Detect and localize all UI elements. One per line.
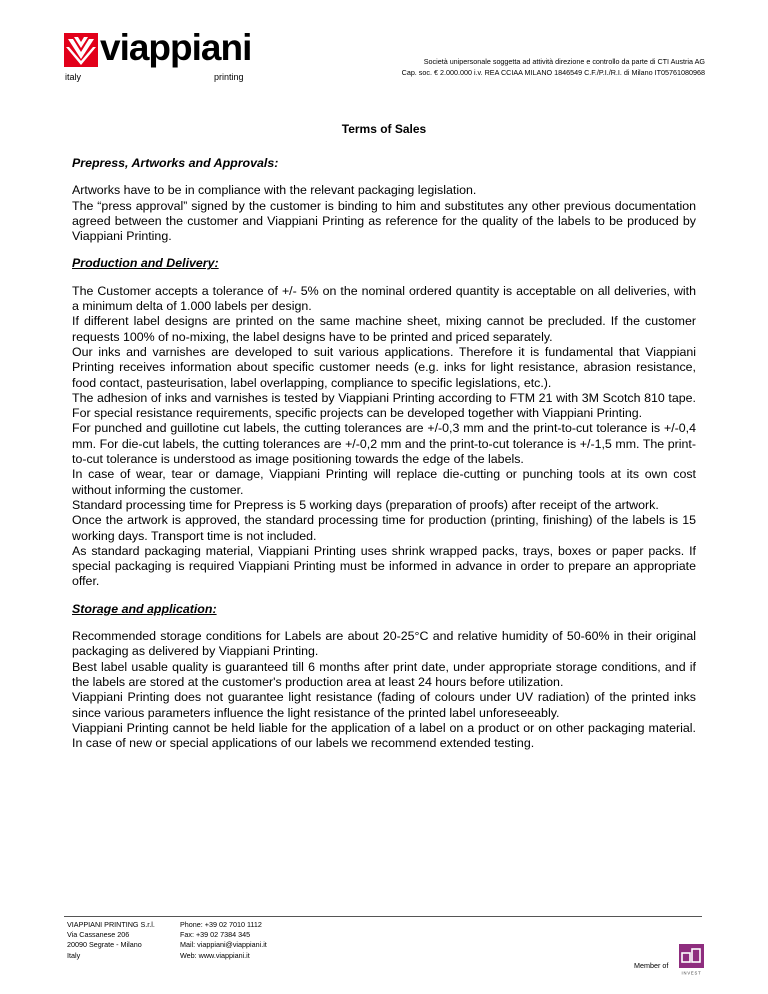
brand-division: printing [214, 72, 244, 82]
brand-name: viappiani [100, 27, 252, 68]
paragraph: Viappiani Printing does not guarantee light resistance (fading of colours under UV radiation) of the printed inks since various parameters influence the light resistance of the printed label unforeseeably. [72, 690, 696, 720]
paragraph: Recommended storage conditions for Labels are about 20-25°C and relative humidity of 50-60% in their original packaging as delivered by Viappiani Printing. [72, 629, 696, 659]
contact-web[interactable]: Web: www.viappiani.it [180, 950, 250, 960]
contact-fax: Fax: +39 02 7384 345 [180, 930, 251, 940]
contact-mail[interactable]: Mail: viappiani@viappiani.it [180, 940, 267, 950]
paragraph: For punched and guillotine cut labels, the cutting tolerances are +/-0,3 mm and the print-to-cut tolerance is +/-0,4 mm. For die-cut labels, the cutting tolerances are +/-0,2 mm and the print-to-cut tolerance is +/-1,5 mm. The print-to-cut tolerance is understood as image positioning towards the edge of the labels. [72, 421, 696, 467]
member-logo-text: INVEST [681, 970, 702, 976]
section-heading-storage: Storage and application: [72, 601, 217, 616]
address-line: 20090 Segrate - Milano [67, 940, 142, 950]
viappiani-logo [64, 27, 264, 83]
company-legal-info [285, 56, 705, 78]
paragraph: Standard processing time for Prepress is 5 working days (preparation of proofs) after receipt of the artwork. [72, 497, 659, 512]
paragraph: As standard packaging material, Viappiani Printing uses shrink wrapped packs, trays, boxes or paper packs. If special packaging is required Viappiani Printing must be informed in advance in order to prepare an appropriate offer. [72, 543, 696, 589]
paragraph: If different label designs are printed on the same machine sheet, mixing cannot be precluded. If the customer requests 100% of no-mixing, the label designs have to be printed and priced separately. [72, 314, 696, 344]
member-of-label: Member of [634, 961, 669, 970]
paragraph: The Customer accepts a tolerance of +/- 5% on the nominal ordered quantity is acceptable on all deliveries, with a minimum delta of 1.000 labels per design. [72, 283, 696, 314]
section-heading-prepress: Prepress, Artworks and Approvals: [72, 156, 279, 170]
footer-address [67, 920, 155, 961]
brand-country: italy [65, 72, 82, 82]
footer-divider [64, 916, 702, 917]
section-heading-production: Production and Delivery: [72, 256, 219, 271]
paragraph: In case of wear, tear or damage, Viappiani Printing will replace die-cutting or punching tools at its own cost without informing the customer. [72, 467, 696, 497]
paragraph: The adhesion of inks and varnishes is tested by Viappiani Printing according to FTM 21 with 3M Scotch 810 tape. For special resistance requirements, specific projects can be developed together with Viappiani Printing. [72, 390, 696, 421]
paragraph: Once the artwork is approved, the standard processing time for production (printing, finishing) of the labels is 15 working days. Transport time is not included. [72, 513, 696, 543]
paragraph: Best label usable quality is guaranteed till 6 months after print date, under appropriate storage conditions, and if the labels are stored at the customer's production area at least 24 hours before utilization. [72, 659, 696, 689]
paragraph: Artworks have to be in compliance with the relevant packaging legislation. [72, 183, 477, 198]
section-body-prepress [72, 183, 696, 244]
contact-phone: Phone: +39 02 7010 1112 [180, 920, 262, 929]
section-body-production [72, 284, 696, 590]
viappiani-flame-icon [64, 33, 98, 67]
terms-content [72, 156, 696, 763]
company-info-line: Cap. soc. € 2.000.000 i.v. REA CCIAA MILANO 1846549 C.F./P.I./R.I. di Milano IT05761080968 [401, 68, 705, 77]
footer-contact [180, 920, 267, 961]
address-line: Via Cassanese 206 [67, 930, 130, 940]
document-title: Terms of Sales [341, 122, 427, 136]
paragraph: The “press approval” signed by the customer is binding to him and substitutes any other previous documentation agreed between the customer and Viappiani Printing as reference for the quality of the labels to be produced by Viappiani Printing. [72, 198, 696, 244]
paragraph: Our inks and varnishes are developed to suit various applications. Therefore it is fundamental that Viappiani Printing receives information about specific customer needs (e.g. inks for light resistance, abrasion resistance, food contact, pasteurisation, label overlapping, compliance to specific legislations, etc.). [72, 344, 696, 390]
company-info-line: Società unipersonale soggetta ad attività direzione e controllo da parte di CTI Austria AG [423, 57, 705, 66]
cti-invest-logo-icon [679, 944, 704, 976]
address-line: Italy [67, 950, 81, 960]
paragraph: Viappiani Printing cannot be held liable for the application of a label on a product or on other packaging material. In case of new or special applications of our labels we recommend extended testing. [72, 720, 696, 751]
section-body-storage [72, 629, 696, 751]
address-line: VIAPPIANI PRINTING S.r.l. [67, 920, 155, 929]
